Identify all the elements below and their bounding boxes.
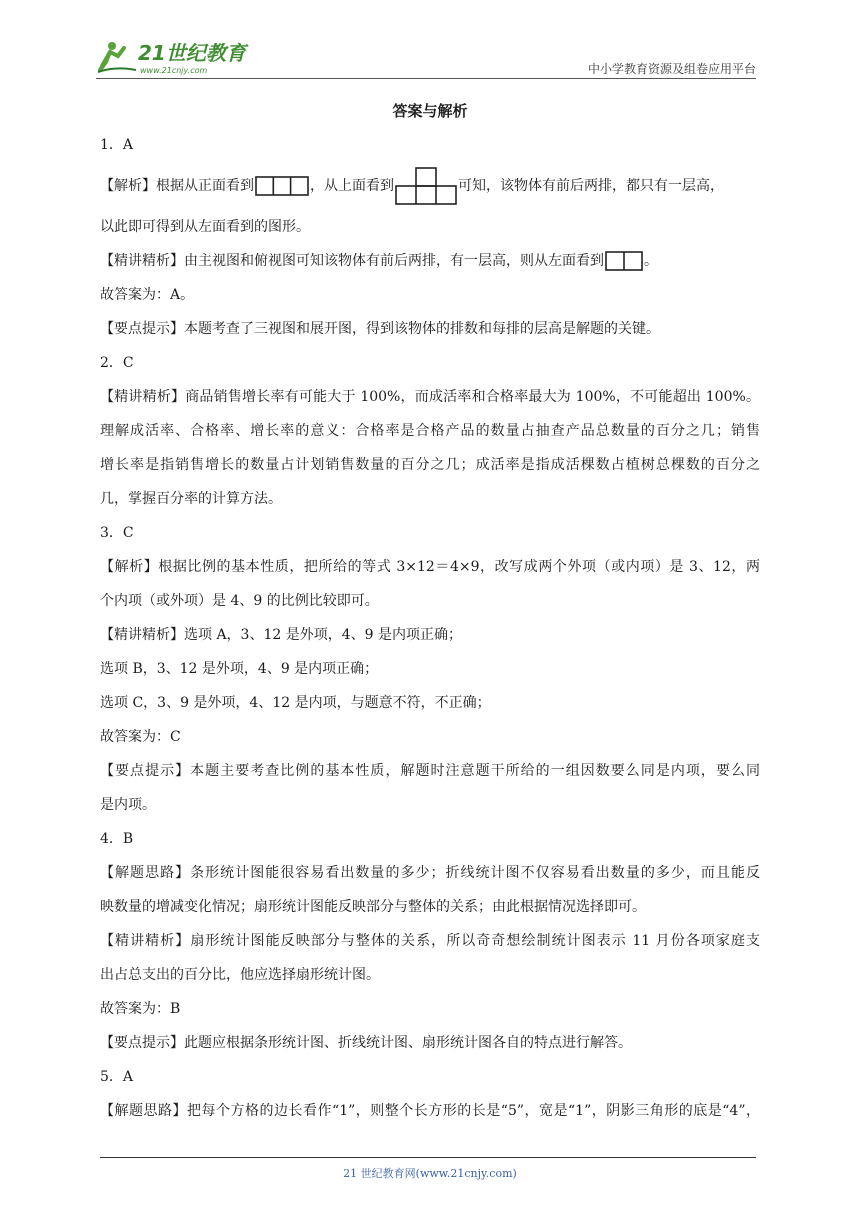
q5-number: 5．A xyxy=(100,1069,134,1085)
q4-line: 【精讲精析】扇形统计图能反映部分与整体的关系，所以奇奇想绘制统计图表示 11 月份各项家庭支 xyxy=(100,933,760,949)
q3-number: 3．C xyxy=(100,525,134,541)
q1-analysis-text-c: 可知，该物体有前后两排，都只有一层高， xyxy=(458,178,724,194)
footer-text: 21 世纪教育网(www.21cnjy.com) xyxy=(343,1167,517,1180)
q2-line: 理解成活率、合格率、增长率的意义：合格率是合格产品的数量占抽查产品总数量的百分之几；销售 xyxy=(100,423,760,439)
footer-divider xyxy=(100,1157,756,1158)
q3-line: 是内项。 xyxy=(100,797,156,813)
q4-line: 映数量的增减变化情况；扇形统计图能反映部分与整体的关系；由此根据情况选择即可。 xyxy=(100,899,646,915)
answer-content xyxy=(100,128,760,1128)
q1-answer: 故答案为：A。 xyxy=(100,287,195,303)
q3-line: 个内项（或外项）是 4、9 的比例比较即可。 xyxy=(100,593,379,609)
q4-number: 4．B xyxy=(100,831,134,847)
svg-text:www.21cnjy.com: www.21cnjy.com xyxy=(140,66,208,75)
svg-text:21世纪教育: 21世纪教育 xyxy=(138,41,246,65)
front-view-figure xyxy=(254,175,310,197)
left-view-figure xyxy=(604,250,644,272)
header-divider xyxy=(96,78,756,79)
q1-detail-line xyxy=(100,244,760,278)
page-title: 答案与解析 xyxy=(392,102,468,120)
top-view-figure xyxy=(394,166,458,206)
q4-line: 故答案为：B xyxy=(100,1001,181,1017)
q2-number: 2．C xyxy=(100,355,134,371)
site-logo xyxy=(96,36,266,78)
q3-line: 【解析】根据比例的基本性质，把所给的等式 3×12＝4×9，改写成两个外项（或内项）是 3、12，两 xyxy=(100,559,760,575)
q3-line: 【精讲精析】选项 A，3、12 是外项，4、9 是内项正确； xyxy=(100,627,462,643)
page-header xyxy=(96,36,756,82)
q4-line: 出占总支出的百分比，他应选择扇形统计图。 xyxy=(100,967,380,983)
q3-line: 选项 B，3、12 是外项，4、9 是内项正确； xyxy=(100,661,379,677)
q2-line: 增长率是指销售增长的数量占计划销售数量的百分之几；成活率是指成活棵数占植树总棵数的百分之 xyxy=(100,457,760,473)
q4-line: 【解题思路】条形统计图能很容易看出数量的多少；折线统计图不仅容易看出数量的多少，而且能反 xyxy=(100,865,760,881)
q4-line: 【要点提示】此题应根据条形统计图、折线统计图、扇形统计图各自的特点进行解答。 xyxy=(100,1035,632,1051)
q1-analysis-line xyxy=(100,162,760,210)
q2-line: 【精讲精析】商品销售增长率有可能大于 100%，而成活率和合格率最大为 100%，不可能超出 100%。 xyxy=(100,389,760,405)
q1-tip: 【要点提示】本题考查了三视图和展开图，得到该物体的排数和每排的层高是解题的关键。 xyxy=(100,321,660,337)
q3-line: 故答案为：C xyxy=(100,729,181,745)
q1-detail-end: 。 xyxy=(644,253,658,269)
header-platform-text: 中小学教育资源及组卷应用平台 xyxy=(587,62,756,76)
q3-line: 选项 C，3、9 是外项，4、12 是内项，与题意不符，不正确； xyxy=(100,695,491,711)
q5-line: 【解题思路】把每个方格的边长看作“1”，则整个长方形的长是“5”，宽是“1”，阴影三角形的底是“4”， xyxy=(100,1103,760,1119)
q1-analysis-text-a: 【解析】根据从正面看到 xyxy=(100,178,254,194)
q1-analysis-line-2: 以此即可得到从左面看到的图形。 xyxy=(100,219,310,235)
q3-line: 【要点提示】本题主要考查比例的基本性质，解题时注意题干所给的一组因数要么同是内项，要么同 xyxy=(100,763,760,779)
q2-line: 几，掌握百分率的计算方法。 xyxy=(100,491,282,507)
q1-detail-text: 【精讲精析】由主视图和俯视图可知该物体有前后两排，有一层高，则从左面看到 xyxy=(100,253,604,269)
q1-number: 1．A xyxy=(100,137,134,153)
q1-analysis-text-b: ，从上面看到 xyxy=(310,178,394,194)
